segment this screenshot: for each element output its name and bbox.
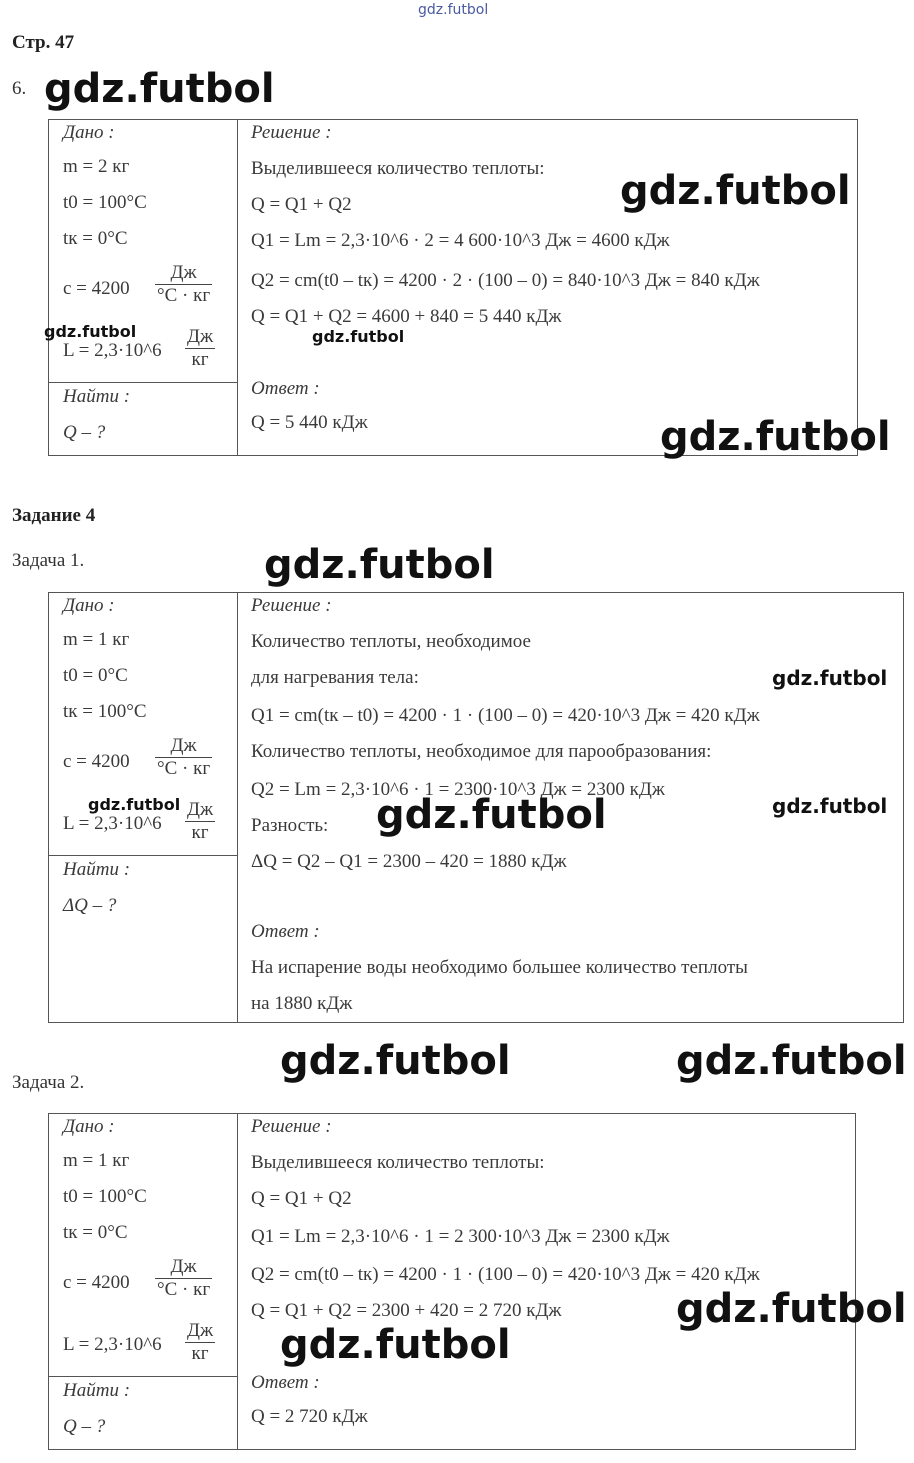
solution-label: Решение : xyxy=(251,122,332,143)
watermark: gdz.futbol xyxy=(676,1286,907,1332)
problem1-label: Задача 1. xyxy=(12,550,85,571)
find-label: Найти : xyxy=(63,386,131,407)
given-t0: t0 = 0°C xyxy=(63,665,128,686)
watermark: gdz.futbol xyxy=(44,322,137,341)
given-tk: tк = 100°C xyxy=(63,701,147,722)
solution-line: Q1 = cm(tк – t0) = 4200 · 1 · (100 – 0) = 420·10^3 Дж = 420 кДж xyxy=(251,705,760,726)
answer-line: на 1880 кДж xyxy=(251,993,353,1014)
solution-line: Q = Q1 + Q2 xyxy=(251,194,352,215)
find-label: Найти : xyxy=(63,1380,131,1401)
L-unit: Дж кг xyxy=(187,1320,214,1364)
given-tk: tк = 0°C xyxy=(63,1222,128,1243)
answer-label: Ответ : xyxy=(251,921,320,942)
page-label: Стр. 47 xyxy=(12,32,75,53)
given-c: c = 4200 xyxy=(63,1272,130,1293)
given-tk: tк = 0°C xyxy=(63,228,128,249)
answer-value: Q = 5 440 кДж xyxy=(251,412,368,433)
solution-line: Q2 = cm(t0 – tк) = 4200 · 2 · (100 – 0) = 840·10^3 Дж = 840 кДж xyxy=(251,270,760,291)
watermark: gdz.futbol xyxy=(88,795,181,814)
solution-line: Q = Q1 + Q2 xyxy=(251,1188,352,1209)
c-unit: Дж °C · кг xyxy=(157,735,211,779)
c-unit: Дж °C · кг xyxy=(157,1256,211,1300)
L-unit: Дж кг xyxy=(187,799,214,843)
watermark: gdz.futbol xyxy=(44,66,275,112)
watermark: gdz.futbol xyxy=(676,1038,907,1084)
given-c: c = 4200 xyxy=(63,278,130,299)
solution-line: Q2 = Lm = 2,3·10^6 · 1 = 2300·10^3 Дж = 2300 кДж xyxy=(251,779,665,800)
solution-line: Q = Q1 + Q2 = 4600 + 840 = 5 440 кДж xyxy=(251,306,562,327)
given-mass: m = 1 кг xyxy=(63,629,130,650)
given-label: Дано : xyxy=(63,595,115,616)
watermark: gdz.futbol xyxy=(772,794,888,818)
solution-line: Количество теплоты, необходимое xyxy=(251,631,531,652)
answer-line: На испарение воды необходимо большее количество теплоты xyxy=(251,957,748,978)
watermark-top: gdz.futbol xyxy=(418,2,489,18)
given-mass: m = 1 кг xyxy=(63,1150,130,1171)
answer-label: Ответ : xyxy=(251,378,320,399)
watermark: gdz.futbol xyxy=(660,414,891,460)
L-unit: Дж кг xyxy=(187,326,214,370)
watermark: gdz.futbol xyxy=(376,792,607,838)
watermark: gdz.futbol xyxy=(280,1322,511,1368)
given-c: c = 4200 xyxy=(63,751,130,772)
solution-line: Количество теплоты, необходимое для парообразования: xyxy=(251,741,712,762)
watermark: gdz.futbol xyxy=(772,666,888,690)
given-L: L = 2,3·10^6 xyxy=(63,340,162,361)
answer-label: Ответ : xyxy=(251,1372,320,1393)
given-label: Дано : xyxy=(63,122,115,143)
find-value: ΔQ – ? xyxy=(63,895,117,916)
given-label: Дано : xyxy=(63,1116,115,1137)
answer-value: Q = 2 720 кДж xyxy=(251,1406,368,1427)
watermark: gdz.futbol xyxy=(280,1038,511,1084)
watermark: gdz.futbol xyxy=(620,168,851,214)
watermark: gdz.futbol xyxy=(312,327,405,346)
c-unit: Дж °C · кг xyxy=(157,262,211,306)
watermark: gdz.futbol xyxy=(264,542,495,588)
problem-number: 6. xyxy=(12,78,27,99)
solution-line: Выделившееся количество теплоты: xyxy=(251,1152,545,1173)
solution-label: Решение : xyxy=(251,595,332,616)
given-L: L = 2,3·10^6 xyxy=(63,1334,162,1355)
solution-label: Решение : xyxy=(251,1116,332,1137)
solution-line: Q1 = Lm = 2,3·10^6 · 2 = 4 600·10^3 Дж = 4600 кДж xyxy=(251,230,670,251)
given-mass: m = 2 кг xyxy=(63,156,130,177)
find-label: Найти : xyxy=(63,859,131,880)
given-t0: t0 = 100°C xyxy=(63,1186,147,1207)
given-L: L = 2,3·10^6 xyxy=(63,813,162,834)
solution-line: Q2 = cm(t0 – tк) = 4200 · 1 · (100 – 0) = 420·10^3 Дж = 420 кДж xyxy=(251,1264,760,1285)
find-value: Q – ? xyxy=(63,422,106,443)
solution-line: для нагревания тела: xyxy=(251,667,419,688)
problem2-label: Задача 2. xyxy=(12,1072,85,1093)
solution-line: Разность: xyxy=(251,815,329,836)
find-value: Q – ? xyxy=(63,1416,106,1437)
given-t0: t0 = 100°C xyxy=(63,192,147,213)
solution-line: Выделившееся количество теплоты: xyxy=(251,158,545,179)
solution-line: ΔQ = Q2 – Q1 = 2300 – 420 = 1880 кДж xyxy=(251,851,567,872)
task4-title: Задание 4 xyxy=(12,505,96,526)
solution-line: Q1 = Lm = 2,3·10^6 · 1 = 2 300·10^3 Дж = 2300 кДж xyxy=(251,1226,670,1247)
problem2-box xyxy=(48,1113,856,1450)
solution-line: Q = Q1 + Q2 = 2300 + 420 = 2 720 кДж xyxy=(251,1300,562,1321)
